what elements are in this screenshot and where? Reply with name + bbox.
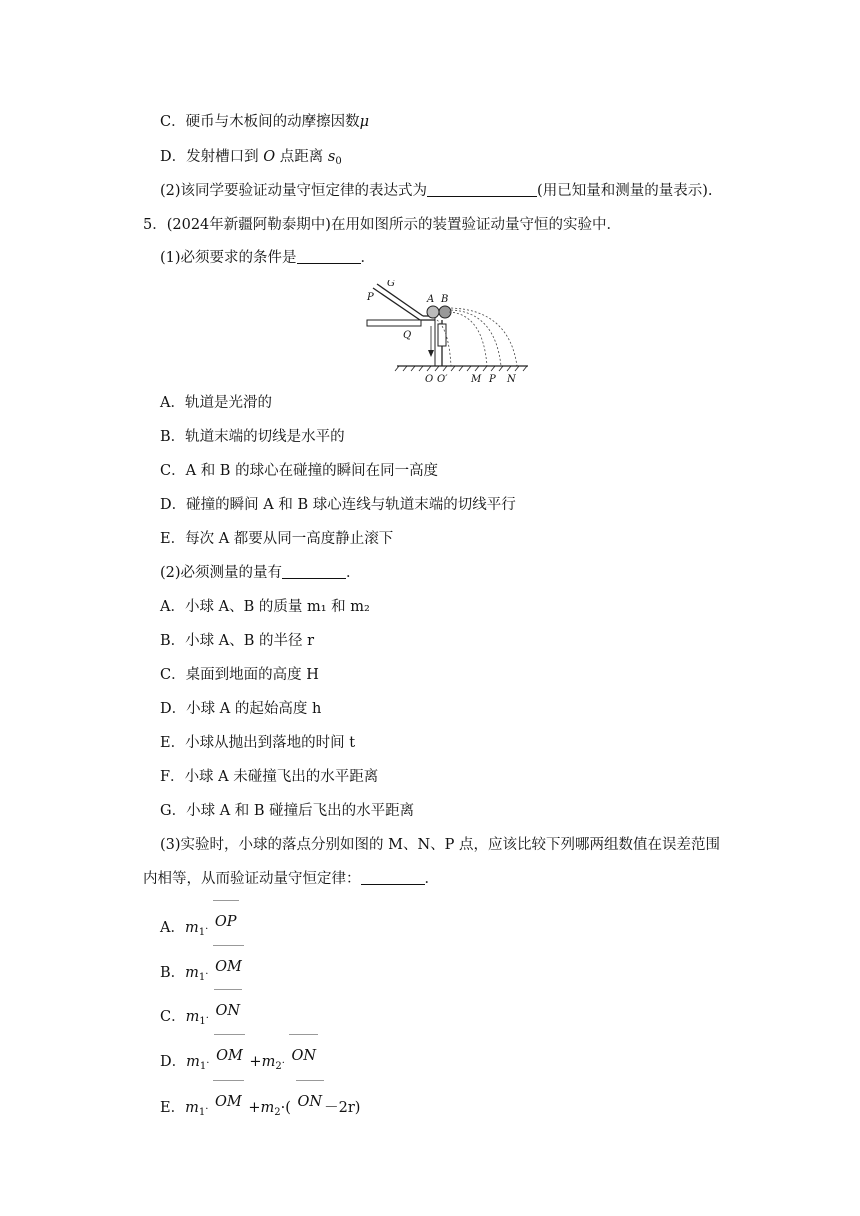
p1-option-a: A．轨道是光滑的: [160, 395, 272, 411]
p2-option-d: D．小球 A 的起始高度 h: [160, 701, 322, 717]
label-m: M: [471, 374, 482, 385]
label-b: B: [441, 294, 449, 305]
p2-option-a: A．小球 A、B 的质量 m₁ 和 m₂: [160, 599, 370, 615]
p2-option-g: G．小球 A 和 B 碰撞后飞出的水平距离: [160, 803, 415, 819]
apparatus-diagram: [365, 280, 530, 388]
q5-part3-line2: 内相等，从而验证动量守恒定律： ．: [143, 871, 439, 887]
table-top: [367, 320, 421, 326]
p2-option-c: C．桌面到地面的高度 H: [160, 667, 319, 683]
answer-blank[interactable]: [297, 249, 361, 264]
q5-part1: (1)必须要求的条件是 ．: [160, 250, 376, 266]
q5-part2: (2)必须测量的量有 ．: [160, 565, 361, 581]
label-a: A: [427, 294, 435, 305]
answer-blank[interactable]: [282, 564, 346, 579]
p1-option-d: D．碰撞的瞬间 A 和 B 球心连线与轨道末端的切线平行: [160, 497, 516, 513]
p1-option-b: B．轨道末端的切线是水平的: [160, 429, 345, 445]
option-d-prev: D．发射槽口到 O 点距离 $s_0$: [160, 149, 342, 167]
trajectory-p: [451, 310, 501, 366]
q5-intro: 5．(2024年新疆阿勒泰期中)在用如图所示的装置验证动量守恒的实验中．: [143, 217, 621, 233]
p3-option-d: D．$m_1\cdot$ OM $+m_2\cdot$ ON: [160, 1048, 317, 1072]
answer-blank[interactable]: [427, 182, 537, 197]
trajectory-n: [451, 308, 517, 366]
label-n: N: [507, 374, 516, 385]
p2-option-f: F．小球 A 未碰撞飞出的水平距离: [160, 769, 379, 785]
p1-option-c: C．A 和 B 的球心在碰撞的瞬间在同一高度: [160, 463, 439, 479]
track-incline-lower: [377, 284, 423, 316]
label-o-prime: O′: [437, 374, 448, 385]
track-incline-upper: [373, 288, 420, 320]
p3-option-e: E．$m_1\cdot$ OM $+m_2\cdot$( ON －2r): [160, 1094, 361, 1118]
q4-part2: (2)该同学要验证动量守恒定律的表达式为 (用已知量和测量的量表示).: [160, 183, 713, 199]
label-g: G: [387, 280, 395, 289]
p1-option-e: E．每次 A 都要从同一高度静止滚下: [160, 531, 394, 547]
option-c-prev: C．硬币与木板间的动摩擦因数μ: [160, 114, 370, 130]
trajectory-m: [449, 312, 487, 366]
label-q: Q: [403, 330, 412, 341]
p2-option-b: B．小球 A、B 的半径 r: [160, 633, 315, 649]
p3-option-c: C．$m_1\cdot$ ON: [160, 1003, 241, 1027]
label-p-point: P: [489, 374, 496, 385]
ball-a: [427, 306, 439, 318]
label-p-track: P: [367, 292, 374, 303]
p3-option-a: A．$m_1\cdot$ OP: [160, 914, 237, 938]
answer-blank[interactable]: [361, 870, 425, 885]
p3-option-b: B．$m_1\cdot$ OM: [160, 959, 242, 983]
p2-option-e: E．小球从抛出到落地的时间 t: [160, 735, 356, 751]
label-o: O: [425, 374, 434, 385]
q5-part3-line1: (3)实验时，小球的落点分别如图的 M、N、P 点，应该比较下列哪两组数值在误差范围: [160, 837, 721, 853]
